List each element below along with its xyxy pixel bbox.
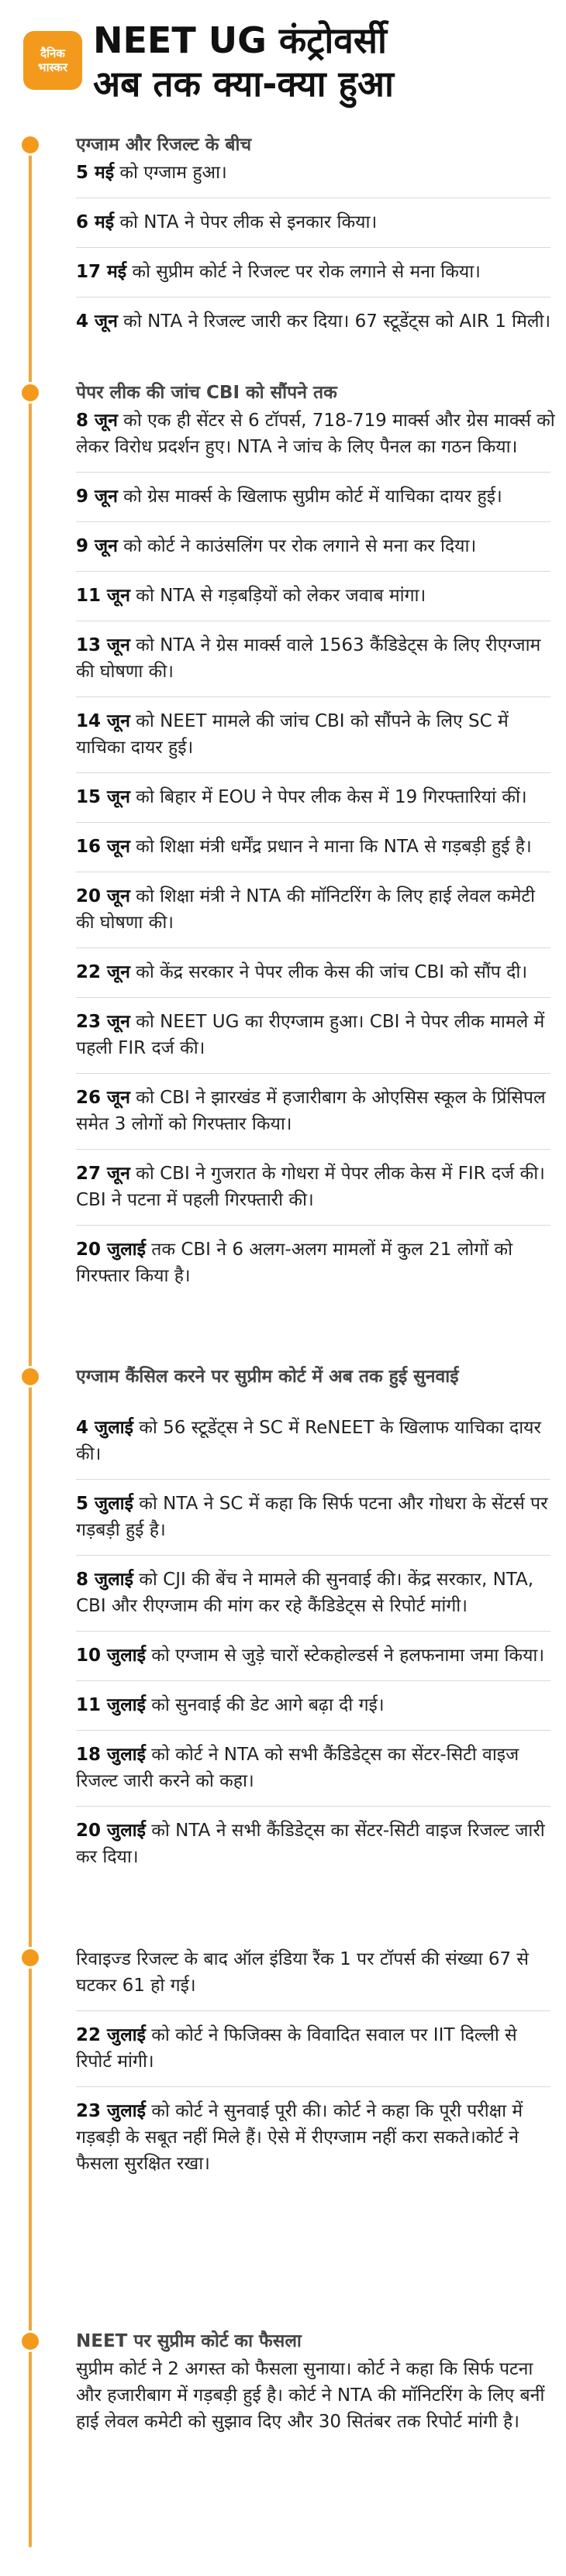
entry-divider — [76, 2086, 550, 2087]
entry-text: को कोर्ट ने काउंसलिंग पर रोक लगाने से मना कर दिया। — [117, 536, 477, 556]
entry-divider — [76, 696, 550, 697]
entry-divider — [76, 1555, 550, 1556]
timeline-entry — [76, 708, 557, 761]
entry-divider — [76, 772, 550, 773]
timeline-entry — [76, 583, 557, 609]
entry-date: 20 जून — [76, 886, 130, 906]
entry-divider — [76, 247, 550, 248]
entry-date: 9 जून — [76, 536, 118, 556]
section-heading: एग्जाम कैंसिल करने पर सुप्रीम कोर्ट में अब तक हुई सुनवाई — [76, 1367, 459, 1387]
timeline-entry — [76, 209, 557, 236]
timeline-entry — [76, 1642, 557, 1669]
timeline-entry — [76, 2356, 557, 2435]
entry-date: 8 जून — [76, 411, 118, 431]
timeline-entry — [76, 1236, 557, 1289]
entry-date: 20 जुलाई — [76, 1821, 146, 1841]
timeline-entry — [76, 308, 557, 335]
entry-text: को बिहार में EOU ने पेपर लीक केस में 19 गिरफ्तारियां कीं। — [129, 787, 527, 807]
entry-text: रिवाइज्ड रिजल्ट के बाद ऑल इंडिया रैंक 1 पर टॉपर्स की संख्या 67 से घटकर 61 हो गई। — [76, 1949, 529, 1996]
entry-divider — [76, 1479, 550, 1480]
page-title — [93, 19, 558, 105]
entry-text: को NTA ने रिजल्ट जारी कर दिया। 67 स्टूडेंट्स को AIR 1 मिली। — [117, 311, 551, 332]
timeline-dot — [22, 136, 39, 153]
entry-date: 22 जुलाई — [76, 2025, 146, 2045]
timeline-entry — [76, 533, 557, 559]
entry-text: को कोर्ट ने फिजिक्स के विवादित सवाल पर IIT दिल्ली से रिपोर्ट मांगी। — [76, 2025, 517, 2072]
title-line-1: NEET UG कंट्रोवर्सी — [93, 19, 387, 61]
entry-divider — [76, 1631, 550, 1632]
entry-date: 16 जून — [76, 837, 130, 857]
timeline-entry — [76, 483, 557, 510]
entry-date: 8 जुलाई — [76, 1570, 133, 1590]
entry-text: को NEET UG का रीएग्जाम हुआ। CBI ने पेपर लीक मामले में पहली FIR दर्ज की। — [76, 1012, 545, 1058]
timeline-entry — [76, 1161, 557, 1213]
entry-text: को शिक्षा मंत्री ने NTA की मॉनिटरिंग के लिए हाई लेवल कमेटी की घोषणा की। — [76, 886, 535, 933]
entry-date: 5 मई — [76, 163, 115, 183]
header — [0, 0, 566, 133]
timeline-entry — [76, 1742, 557, 1794]
entry-date: 13 जून — [76, 635, 130, 655]
entry-date: 18 जुलाई — [76, 1745, 146, 1765]
timeline-entry — [76, 2022, 557, 2075]
timeline-entry — [76, 1009, 557, 1061]
entry-divider — [76, 571, 550, 572]
entry-divider — [76, 1149, 550, 1150]
entry-text: को NEET मामले की जांच CBI को सौंपने के लिए SC में याचिका दायर हुई। — [76, 711, 509, 758]
entry-text: को NTA ने SC में कहा कि सिर्फ पटना और गोधरा के सेंटर्स पर गड़बड़ी हुई है। — [76, 1494, 548, 1540]
entry-date: 26 जून — [76, 1088, 130, 1108]
entry-divider — [76, 822, 550, 823]
logo-line-2: भास्कर — [38, 60, 67, 74]
entry-text: सुप्रीम कोर्ट ने 2 अगस्त को फैसला सुनाया। कोर्ट ने कहा कि सिर्फ पटना और हजारीबाग में गड़बड़ी हुई है। कोर्ट ने NTA की मॉनिटरिंग के लिए बनीं हाई लेवल कमेटी को सुझाव दिए और 30 सितंबर तक रिपोर्ट मांगी है। — [76, 2359, 545, 2432]
timeline-entry — [76, 259, 557, 285]
entry-text: को NTA ने ग्रेस मार्क्स वाले 1563 कैंडिडेट्स के लिए रीएग्जाम की घोषणा की। — [76, 635, 541, 682]
entry-divider — [76, 1806, 550, 1807]
entry-text: को कोर्ट ने सुनवाई पूरी की। कोर्ट ने कहा कि पूरी परीक्षा में गड़बड़ी के सबूत नहीं मिले हैं। ऐसे में रीएग्जाम नहीं करा सकते।कोर्ट ने फैसला सुरक्षित रखा। — [76, 2101, 523, 2174]
title-line-2: अब तक क्या-क्या हुआ — [93, 63, 394, 105]
entry-date: 11 जुलाई — [76, 1695, 146, 1715]
dainik-bhaskar-logo — [23, 31, 82, 90]
section-heading: पेपर लीक की जांच CBI को सौंपने तक — [76, 383, 337, 403]
entry-text: को NTA ने सभी कैंडिडेट्स का सेंटर-सिटी वाइज रिजल्ट जारी कर दिया। — [76, 1821, 545, 1867]
entry-divider — [76, 472, 550, 473]
timeline-entry — [76, 883, 557, 936]
timeline-entry — [76, 2098, 557, 2177]
entry-date: 14 जून — [76, 711, 130, 731]
entry-date: 15 जून — [76, 787, 130, 807]
entry-text: को एक ही सेंटर से 6 टॉपर्स, 718-719 मार्क्स और ग्रेस मार्क्स को लेकर विरोध प्रदर्शन हुए। NTA ने जांच के लिए पैनल का गठन किया। — [76, 411, 555, 457]
timeline-entry — [76, 1491, 557, 1543]
entry-date: 23 जून — [76, 1012, 130, 1032]
timeline-entry — [76, 959, 557, 985]
entry-text: को CBI ने झारखंड में हजारीबाग के ओएसिस स्कूल के प्रिंसिपल समेत 3 लोगों को गिरफ्तार किया। — [76, 1088, 546, 1134]
entry-text: को NTA से गड़बड़ियों को लेकर जवाब मांगा। — [129, 586, 426, 606]
section-heading: एग्जाम और रिजल्ट के बीच — [76, 135, 252, 155]
timeline-entry — [76, 1567, 557, 1619]
entry-divider — [76, 1680, 550, 1681]
entry-text: को 56 स्टूडेंट्स ने SC में ReNEET के खिलाफ याचिका दायर की। — [76, 1418, 541, 1464]
entry-date: 10 जुलाई — [76, 1646, 146, 1666]
entry-text: को ग्रेस मार्क्स के खिलाफ सुप्रीम कोर्ट में याचिका दायर हुई। — [117, 487, 502, 507]
entry-text: को एग्जाम से जुड़े चारों स्टेकहोल्डर्स ने हलफनामा जमा किया। — [145, 1646, 545, 1666]
entry-text: को CBI ने गुजरात के गोधरा में पेपर लीक केस में FIR दर्ज की। CBI ने पटना में पहली गिरफ्तारी की। — [76, 1164, 545, 1210]
entry-date: 22 जून — [76, 962, 130, 982]
entry-text: तक CBI ने 6 अलग-अलग मामलों में कुल 21 लोगों को गिरफ्तार किया है। — [76, 1240, 513, 1286]
timeline-entry — [76, 1085, 557, 1137]
timeline-dot — [22, 1368, 39, 1385]
entry-divider — [76, 997, 550, 998]
entry-date: 27 जून — [76, 1164, 130, 1184]
entry-date: 4 जुलाई — [76, 1418, 133, 1438]
entry-date: 4 जून — [76, 311, 118, 332]
entry-date: 17 मई — [76, 262, 127, 282]
timeline-rail — [29, 146, 32, 2547]
timeline-entry — [76, 834, 557, 860]
entry-text: को केंद्र सरकार ने पेपर लीक केस की जांच CBI को सौंप दी। — [129, 962, 528, 982]
timeline-dot — [22, 384, 39, 401]
timeline-entry — [76, 408, 557, 460]
entry-date: 5 जुलाई — [76, 1494, 133, 1514]
entry-text: को सुप्रीम कोर्ट ने रिजल्ट पर रोक लगाने से मना किया। — [126, 262, 481, 282]
timeline-entry — [76, 1692, 557, 1718]
section-heading: NEET पर सुप्रीम कोर्ट का फैसला — [76, 2331, 302, 2351]
entry-divider — [76, 1073, 550, 1074]
entry-date: 20 जुलाई — [76, 1240, 146, 1260]
timeline-entry — [76, 784, 557, 810]
logo-line-1: दैनिक — [40, 46, 65, 60]
timeline-dot — [22, 2333, 39, 2350]
entry-date: 23 जुलाई — [76, 2101, 146, 2121]
entry-text: को कोर्ट ने NTA को सभी कैंडिडेट्स का सेंटर-सिटी वाइज रिजल्ट जारी करने को कहा। — [76, 1745, 519, 1791]
timeline-entry — [76, 632, 557, 685]
entry-text: को एग्जाम हुआ। — [114, 163, 227, 183]
entry-divider — [76, 1225, 550, 1226]
timeline-entry — [76, 1818, 557, 1870]
entry-divider — [76, 521, 550, 522]
timeline-entry — [76, 1415, 557, 1467]
timeline-dot — [22, 1949, 39, 1966]
entry-text: को शिक्षा मंत्री धर्मेंद्र प्रधान ने माना कि NTA से गड़बड़ी हुई है। — [129, 837, 532, 857]
entry-text: को CJI की बेंच ने मामले की सुनवाई की। केंद्र सरकार, NTA, CBI और रीएग्जाम की मांग कर रहे कैंडिडेट्स से रिपोर्ट मांगी। — [76, 1570, 534, 1616]
entry-divider — [76, 1730, 550, 1731]
entry-text: को NTA ने पेपर लीक से इनकार किया। — [114, 212, 378, 232]
timeline — [0, 133, 566, 2576]
entry-date: 6 मई — [76, 212, 115, 232]
entry-text: को सुनवाई की डेट आगे बढ़ा दी गई। — [145, 1695, 385, 1715]
entry-date: 11 जून — [76, 586, 130, 606]
timeline-entry — [76, 1946, 557, 1999]
timeline-entry — [76, 160, 557, 186]
entry-divider — [76, 2010, 550, 2011]
entry-date: 9 जून — [76, 487, 118, 507]
